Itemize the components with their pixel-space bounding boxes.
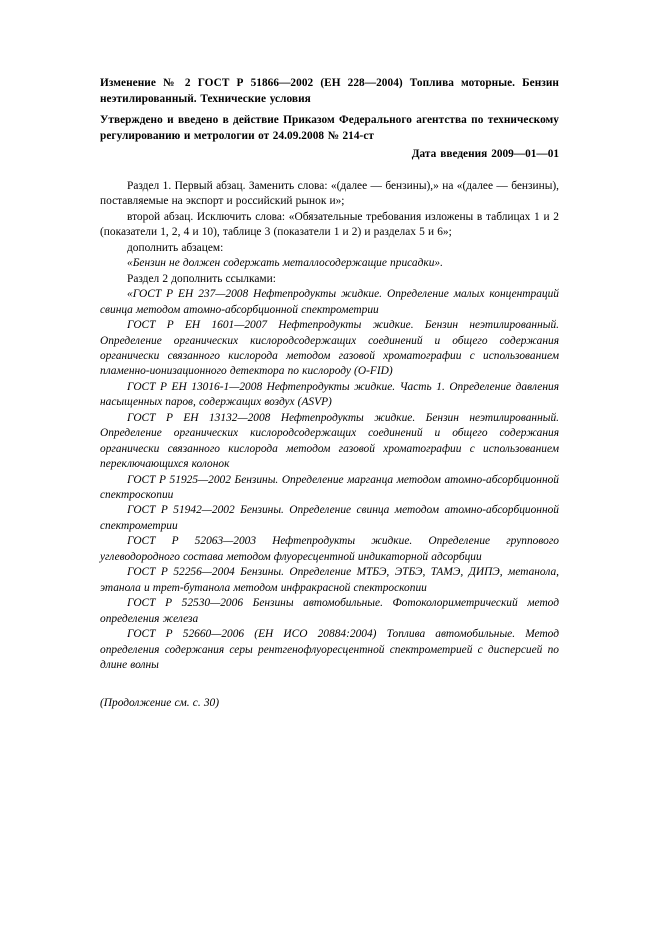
document-body bbox=[100, 179, 559, 712]
reference-gost-51942: ГОСТ Р 51942—2002 Бензины. Определение свинца методом атомно-абсорбционной спектрометрии bbox=[100, 504, 559, 532]
reference-gost-en-237: «ГОСТ Р ЕН 237—2008 Нефтепродукты жидкие. Определение малых концентраций свинца методом атомно-абсорбционной спектрометрии bbox=[100, 288, 559, 316]
document-header bbox=[100, 76, 559, 163]
effective-date: Дата введения 2009—01—01 bbox=[411, 148, 559, 161]
reference-gost-51925: ГОСТ Р 51925—2002 Бензины. Определение марганца методом атомно-абсорбционной спектроскопии bbox=[100, 473, 559, 502]
paragraph-section-1-first: Раздел 1. Первый абзац. Заменить слова: «(далее — бензины),» на «(далее — бензины), поставляемые на экспорт и российский рынок и»; bbox=[100, 179, 559, 208]
reference-gost-52530: ГОСТ Р 52530—2006 Бензины автомобильные. Фотоколориметрический метод определения железа bbox=[100, 597, 559, 625]
reference-gost-en-13016-1: ГОСТ Р ЕН 13016-1—2008 Нефтепродукты жидкие. Часть 1. Определение давления насыщенных паров, содержащих воздух (ASVP) bbox=[100, 380, 559, 409]
reference-gost-en-13132: ГОСТ Р ЕН 13132—2008 Нефтепродукты жидкие. Бензин неэтилированный. Определение органических кислородсодержащих соединений и общего содержания органически связанного кислорода методом газовой хроматографии с использованием переключающихся колонок bbox=[100, 411, 559, 471]
reference-gost-52660: ГОСТ Р 52660—2006 (ЕН ИСО 20884:2004) Топлива автомобильные. Метод определения содержания серы рентгенофлуоресцентной спектрометрией с дисперсией по длине волны bbox=[100, 628, 559, 672]
approval-statement: Утверждено и введено в действие Приказом Федерального агентства по техническому регулированию и метрологии от 24.09.2008 № 214-ст bbox=[100, 114, 559, 142]
paragraph-add-paragraph-intro: дополнить абзацем: bbox=[127, 241, 224, 254]
reference-gost-en-1601: ГОСТ Р ЕН 1601—2007 Нефтепродукты жидкие. Бензин неэтилированный. Определение органических кислородсодержащих соединений и общего содержания органически связанного кислорода методом газовой хроматографии с использованием пламенно-ионизационного детектора по кислороду (O-FID) bbox=[100, 319, 559, 378]
reference-gost-52256: ГОСТ Р 52256—2004 Бензины. Определение МТБЭ, ЭТБЭ, ТАМЭ, ДИПЭ, метанола, этанола и трет-бутанола методом инфракрасной спектроскопии bbox=[100, 566, 559, 594]
paragraph-section-2-intro: Раздел 2 дополнить ссылками: bbox=[127, 272, 276, 285]
reference-gost-52063: ГОСТ Р 52063—2003 Нефтепродукты жидкие. Определение группового углеводородного состава методом флуоресцентной индикаторной адсорбции bbox=[100, 535, 559, 563]
document-title: Изменение № 2 ГОСТ Р 51866—2002 (ЕН 228—2004) Топлива моторные. Бензин неэтилированный. Технические условия bbox=[100, 77, 559, 105]
paragraph-add-paragraph-quote: «Бензин не должен содержать металлосодержащие присадки». bbox=[127, 257, 443, 270]
paragraph-section-1-second: второй абзац. Исключить слова: «Обязательные требования изложены в таблицах 1 и 2 (показатели 1, 2, 4 и 10), таблице 3 (показатели 1 и 2) и разделах 5 и 6»; bbox=[100, 210, 559, 239]
page-content bbox=[100, 76, 559, 712]
continuation-note: (Продолжение см. с. 30) bbox=[100, 697, 220, 710]
